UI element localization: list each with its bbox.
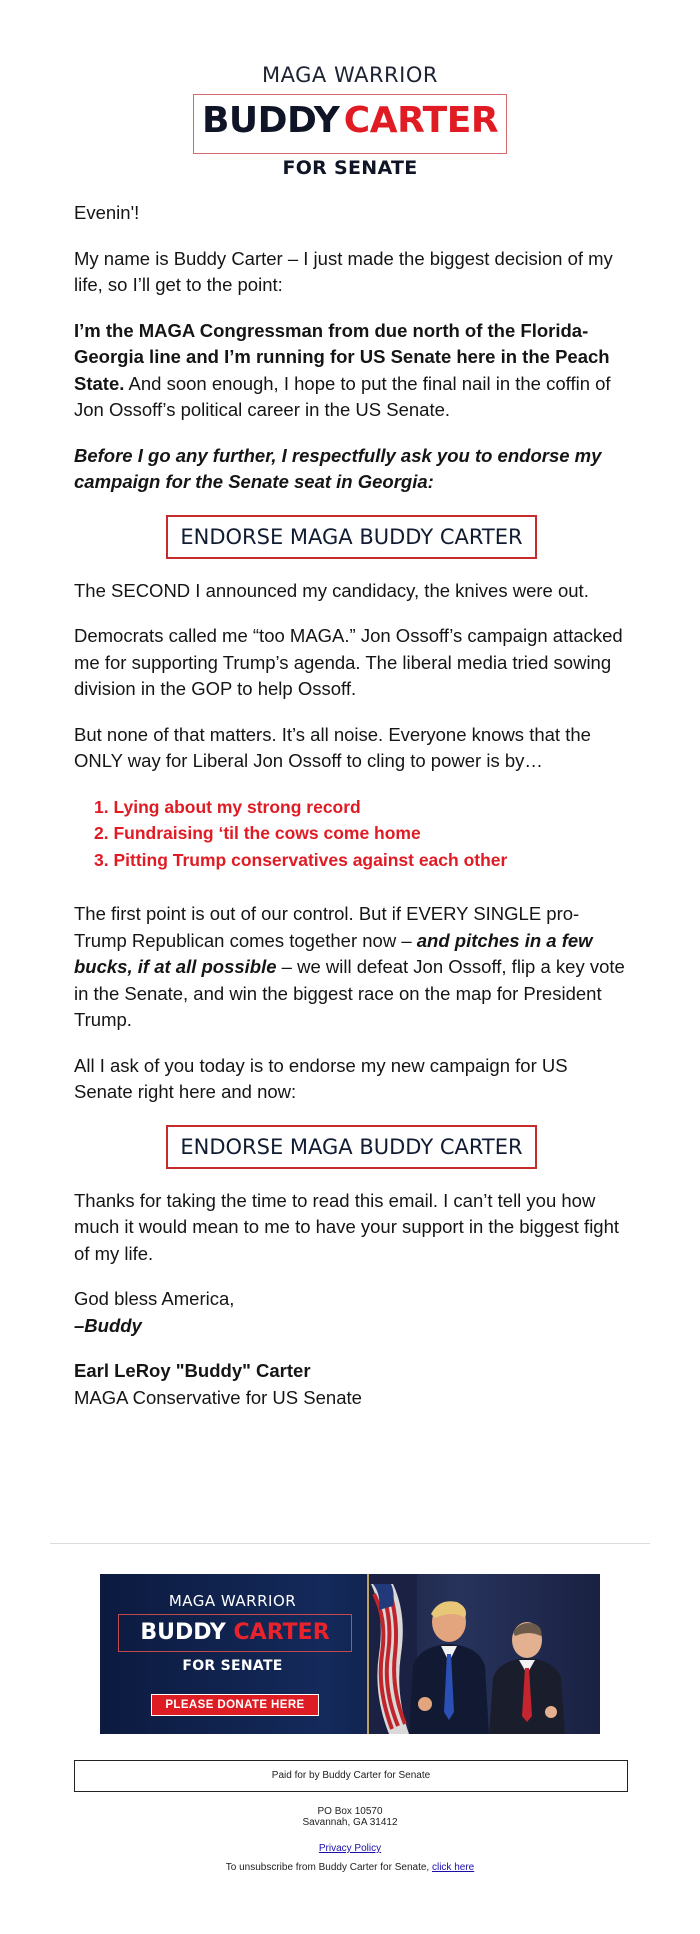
privacy-row bbox=[0, 1843, 700, 1855]
mailing-address bbox=[0, 1806, 700, 1828]
logo-subtitle: FOR SENATE bbox=[282, 157, 418, 179]
person-left-icon bbox=[405, 1594, 489, 1734]
paragraph-announcement bbox=[74, 318, 629, 424]
first-point-emphasis: and pitches in a few bucks, if at all possible bbox=[74, 929, 593, 977]
banner-tagline: MAGA WARRIOR bbox=[168, 1592, 297, 1610]
list-item: 3. Pitting Trump conservatives against each other bbox=[94, 849, 508, 870]
candidate-photo bbox=[365, 1574, 600, 1734]
logo-name-last: CARTER bbox=[343, 100, 499, 141]
logo-name-box bbox=[193, 94, 507, 154]
unsubscribe-link[interactable]: click here bbox=[431, 1862, 475, 1873]
closing-block bbox=[74, 1286, 629, 1339]
first-point-start: The first point is out of our control. But if EVERY SINGLE pro-Trump Republican comes together now – bbox=[74, 903, 580, 951]
paragraph-endorse-ask: All I ask of you today is to endorse my new campaign for US Senate right here and now: bbox=[74, 1054, 568, 1102]
person-right-icon bbox=[485, 1616, 569, 1734]
first-point-end: – we will defeat Jon Ossoff, flip a key vote in the Senate, and win the biggest race on the map for President Trump. bbox=[74, 956, 625, 1030]
cta-wrap-2 bbox=[74, 1125, 629, 1169]
signature-name: Earl LeRoy "Buddy" Carter bbox=[74, 1360, 311, 1381]
greeting: Evenin'! bbox=[74, 202, 140, 223]
announcement-bold: I’m the MAGA Congressman from due north of the Florida-Georgia line and I’m running for US Senate here in the Peach State. bbox=[74, 319, 610, 394]
announcement-rest: And soon enough, I hope to put the final nail in the coffin of Jon Ossoff’s political career in the US Senate. bbox=[74, 372, 611, 420]
closing-line: God bless America, bbox=[74, 1288, 235, 1309]
banner-subtitle: FOR SENATE bbox=[182, 1658, 283, 1674]
logo-tagline: MAGA WARRIOR bbox=[262, 63, 438, 87]
unsubscribe-text: To unsubscribe from Buddy Carter for Senate, bbox=[225, 1862, 432, 1873]
paid-for-disclaimer: Paid for by Buddy Carter for Senate bbox=[74, 1760, 628, 1792]
donate-button[interactable]: PLEASE DONATE HERE bbox=[151, 1694, 319, 1716]
list-item: 1. Lying about my strong record bbox=[94, 796, 361, 817]
ossoff-tactics-list bbox=[74, 794, 629, 874]
privacy-policy-link[interactable]: Privacy Policy bbox=[318, 1843, 382, 1854]
footer-divider bbox=[50, 1543, 650, 1544]
paragraph-ask: Before I go any further, I respectfully ask you to endorse my campaign for the Senate seat in Georgia: bbox=[74, 444, 602, 492]
campaign-logo bbox=[0, 62, 700, 179]
logo-name-first: BUDDY bbox=[201, 100, 340, 141]
endorse-button[interactable]: ENDORSE MAGA BUDDY CARTER bbox=[166, 515, 536, 559]
signoff: –Buddy bbox=[74, 1314, 142, 1336]
address-line: Savannah, GA 31412 bbox=[302, 1817, 398, 1828]
paragraph-knives: The SECOND I announced my candidacy, the knives were out. bbox=[74, 579, 589, 601]
signature-title: MAGA Conservative for US Senate bbox=[74, 1386, 362, 1408]
endorse-button[interactable]: ENDORSE MAGA BUDDY CARTER bbox=[166, 1125, 536, 1169]
list-item: 2. Fundraising ‘til the cows come home bbox=[94, 823, 421, 843]
banner-name-box bbox=[118, 1614, 352, 1652]
banner-name-first: BUDDY bbox=[140, 1620, 226, 1645]
email-body bbox=[74, 200, 629, 1411]
paragraph-noise: But none of that matters. It’s all noise. Everyone knows that the ONLY way for Liberal Jon Ossoff to cling to power is by… bbox=[74, 723, 591, 771]
paragraph-first-point bbox=[74, 901, 629, 1034]
paragraph-intro: My name is Buddy Carter – I just made the biggest decision of my life, so I’ll get to the point: bbox=[74, 247, 613, 295]
paragraph-democrats: Democrats called me “too MAGA.” Jon Ossoff’s campaign attacked me for supporting Trump’s agenda. The liberal media tried sowing division in the GOP to help Ossoff. bbox=[74, 625, 623, 699]
unsubscribe-row bbox=[0, 1862, 700, 1874]
cta-wrap-1 bbox=[74, 515, 629, 559]
signature-block bbox=[74, 1358, 629, 1411]
banner-name-last: CARTER bbox=[233, 1620, 330, 1645]
address-line: PO Box 10570 bbox=[317, 1806, 383, 1817]
paragraph-thanks: Thanks for taking the time to read this email. I can’t tell you how much it would mean to me to have your support in the biggest fight of my life. bbox=[74, 1189, 620, 1264]
donate-banner[interactable] bbox=[100, 1574, 600, 1734]
